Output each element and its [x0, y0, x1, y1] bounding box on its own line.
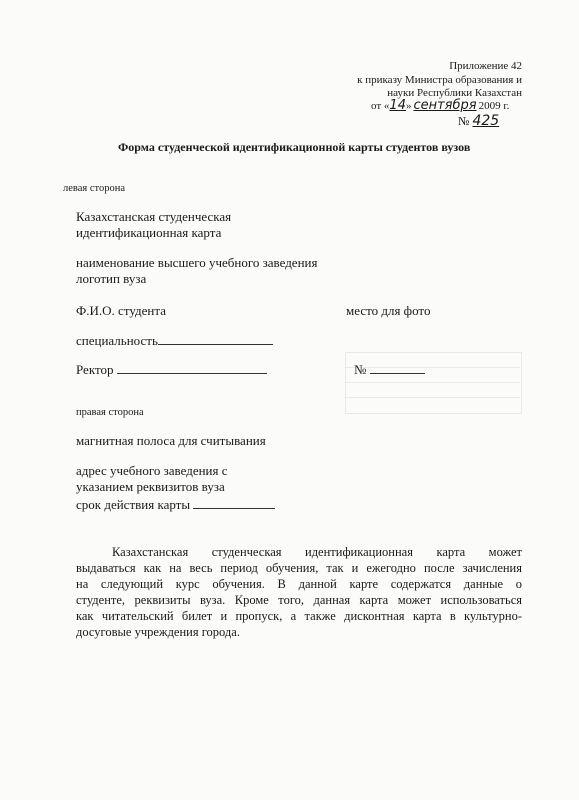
day-handwritten: 14	[389, 98, 406, 113]
date-mid: »	[405, 100, 412, 112]
specialty-field	[76, 332, 273, 349]
card-title-line2: идентификационная карта	[76, 225, 222, 240]
validity-blank-line	[193, 496, 275, 509]
paragraph-line5: как читательский билет и пропуск, а также дисконтная карта в культурно-	[76, 609, 522, 623]
card-number-label: №	[354, 362, 367, 377]
university-name: наименование высшего учебного заведения	[76, 255, 318, 270]
rector-field	[76, 361, 267, 378]
bleed-through-table-row	[345, 382, 520, 383]
card-number-field	[354, 361, 425, 378]
specialty-blank-line	[158, 332, 273, 345]
header-appendix-line: Приложение 42	[449, 60, 522, 72]
header-order-line: к приказу Министра образования и	[357, 74, 522, 86]
bleed-through-table-row	[345, 397, 520, 398]
photo-place: место для фото	[346, 303, 431, 318]
validity-field	[76, 496, 275, 513]
rector-label: Ректор	[76, 362, 114, 377]
address-line2: указанием реквизитов вуза	[76, 479, 225, 494]
specialty-label: специальность	[76, 333, 158, 348]
rector-blank-line	[117, 361, 267, 374]
card-title-line1: Казахстанская студенческая	[76, 209, 232, 224]
address-line1: адрес учебного заведения с	[76, 463, 228, 478]
left-side-label: левая сторона	[63, 183, 125, 194]
paragraph-line6: досуговые учреждения города.	[76, 625, 240, 639]
student-name: Ф.И.О. студента	[76, 303, 166, 318]
paragraph-line4: студенте, реквизиты вуза. Кроме того, данная карта может использоваться	[76, 593, 522, 607]
paragraph-line2: выдаваться как на весь период обучения, так и ежегодно после зачисления	[76, 561, 522, 575]
paragraph-line3: на следующий курс обучения. В данной карте содержатся данные о	[76, 577, 522, 591]
month-handwritten: сентября	[413, 98, 477, 113]
university-logo: логотип вуза	[76, 271, 147, 286]
header-ministry-line: науки Республики Казахстан	[387, 87, 522, 99]
year-suffix: 2009 г.	[478, 100, 510, 112]
header-number-line	[458, 113, 499, 129]
number-handwritten: 425	[472, 113, 500, 129]
date-prefix: от «	[371, 100, 390, 112]
paragraph-line1: Казахстанская студенческая идентификационная карта может	[112, 545, 522, 559]
header-date-line	[371, 98, 509, 113]
page-title: Форма студенческой идентификационной карты студентов вузов	[118, 140, 471, 154]
validity-label: срок действия карты	[76, 497, 191, 512]
right-side-label: правая сторона	[76, 407, 144, 418]
card-number-blank-line	[370, 361, 425, 374]
magnetic-stripe: магнитная полоса для считывания	[76, 433, 266, 448]
number-sign: №	[458, 114, 470, 128]
